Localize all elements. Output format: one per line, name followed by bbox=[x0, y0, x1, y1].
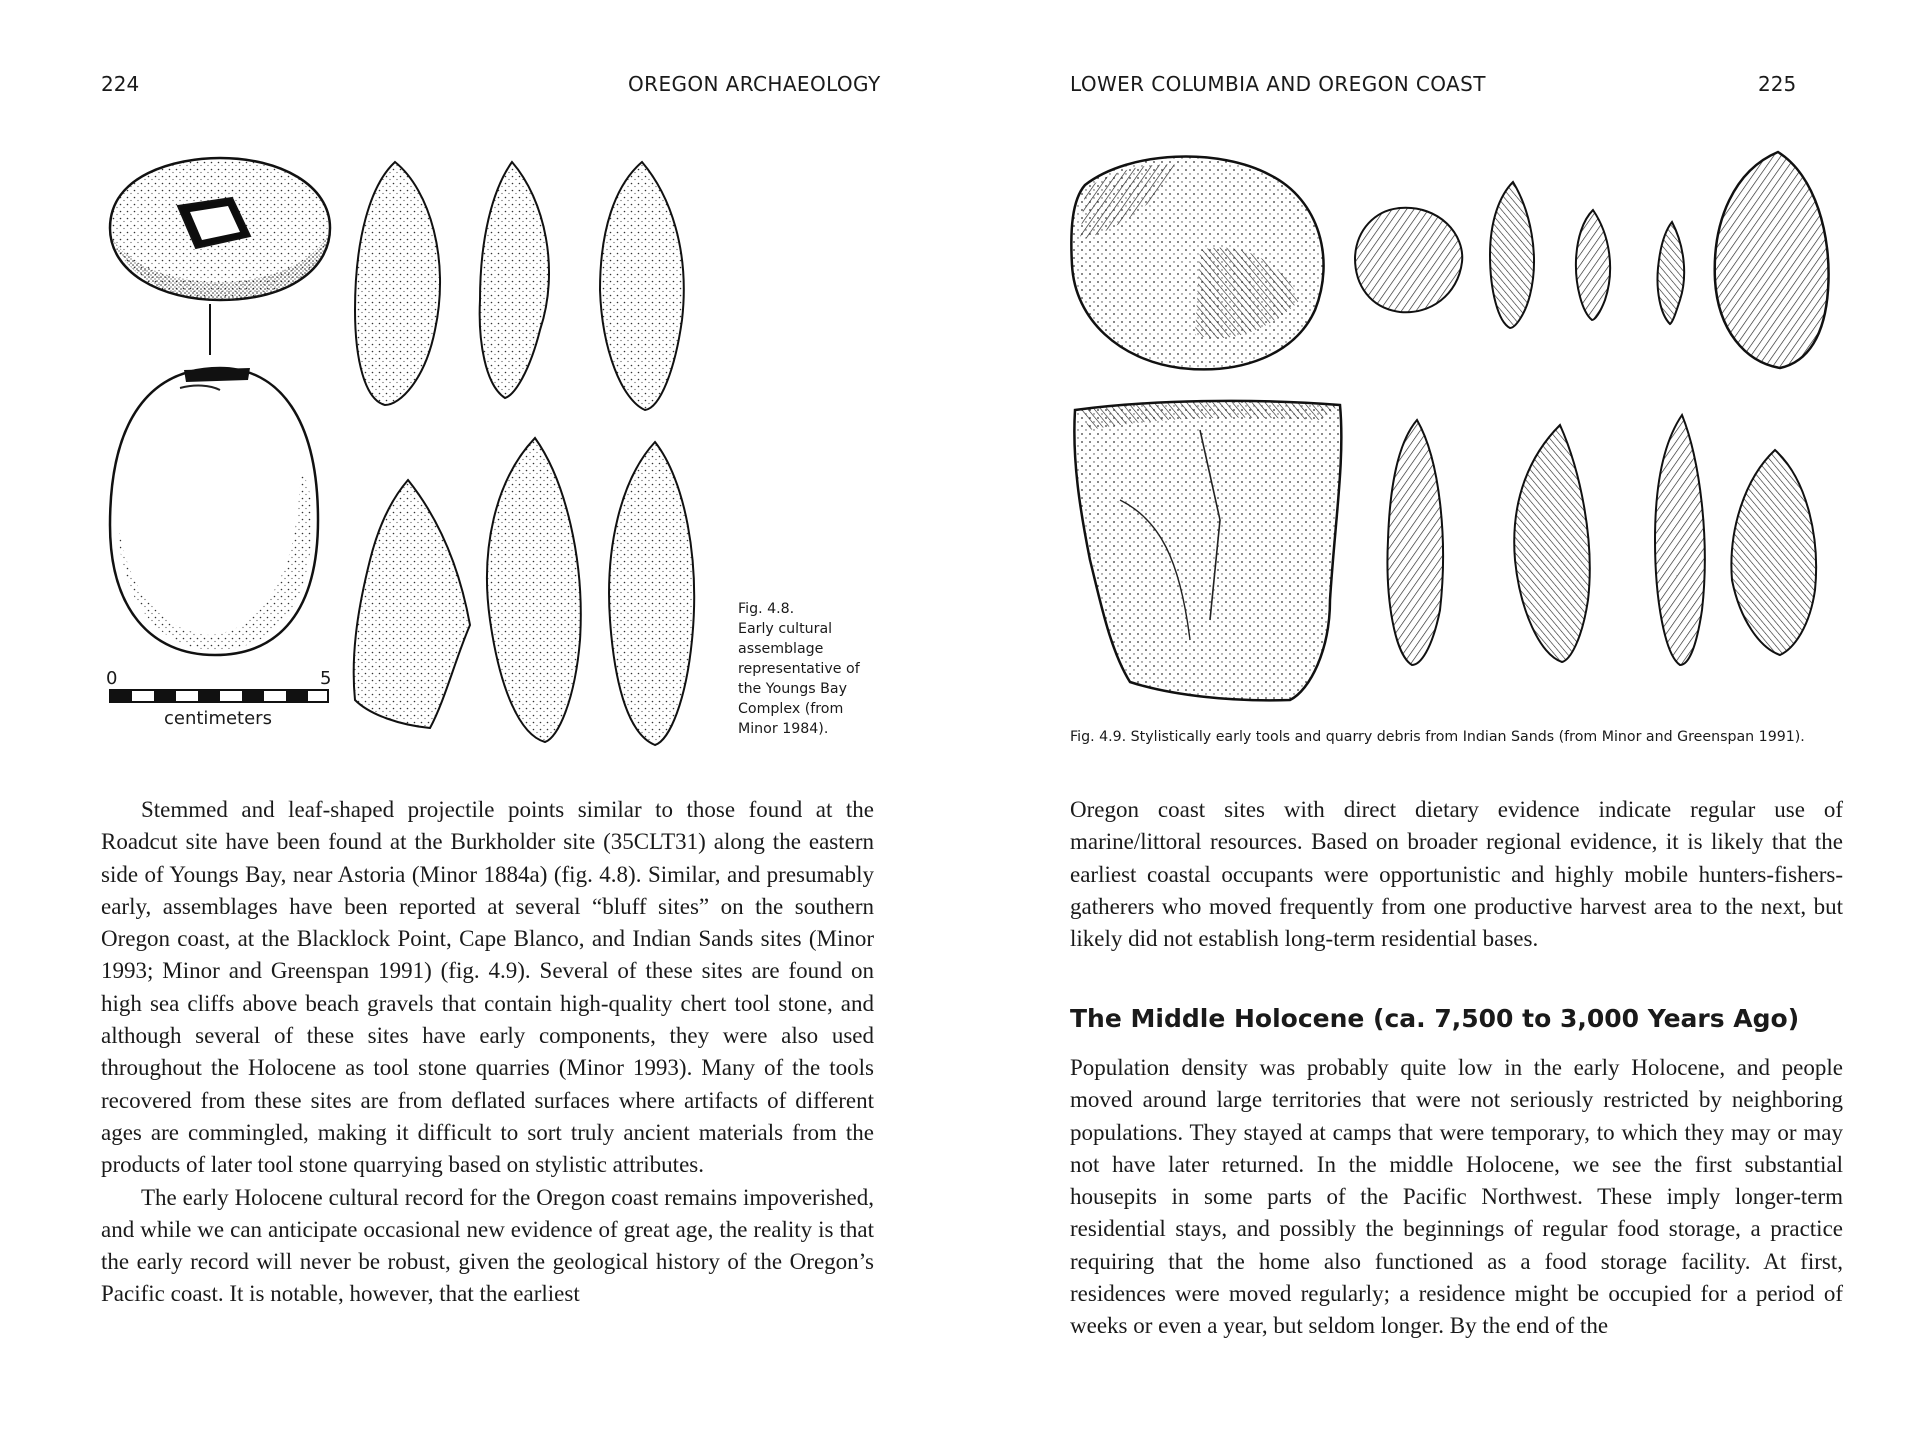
caption-line: assemblage bbox=[738, 641, 824, 657]
caption-line: Complex (from bbox=[738, 701, 844, 717]
paragraph: Stemmed and leaf-shaped projectile points similar to those found at the Roadcut site have been found at the Burkholder site (35CLT31) along the eastern side of Youngs Bay, near Astoria (Minor 1884a) (fig. 4.8). Similar, and presumably early, assemblages have been reported at several “bluff sites” on the southern Oregon coast, at the Blacklock Point, Cape Blanco, and Indian Sands sites (Minor 1993; Minor and Greenspan 1991) (fig. 4.9). Several of these sites are found on high sea cliffs above beach gravels that contain high-quality chert tool stone, and although several of these sites have early components, they were also used throughout the Holocene as tool stone quarries (Minor 1993). Many of the tools recovered from these sites are from deflated surfaces where artifacts of different ages are commingled, making it difficult to sort truly ancient materials from the products of later tool stone quarrying based on stylistic attributes. bbox=[101, 797, 874, 1178]
caption-line: Fig. 4.8. bbox=[738, 601, 795, 617]
scale-end-label: 5 bbox=[320, 668, 332, 689]
caption-line: Early cultural bbox=[738, 621, 833, 637]
right-body-text-1 bbox=[1070, 794, 1843, 955]
caption-line: representative of bbox=[738, 661, 860, 677]
caption-line: the Youngs Bay bbox=[738, 681, 847, 697]
point-small-1 bbox=[1490, 182, 1534, 328]
paragraph: Population density was probably quite low in the early Holocene, and people moved around large territories that were not seriously restricted by neighboring populations. They stayed at camps that were temporary, to which they may or may not have later returned. In the middle Holocene, we see the first substantial housepits in some parts of the Pacific Northwest. These imply longer-term residential stays, and possibly the beginnings of regular food storage, a practice requiring that the home also functioned as a food storage facility. At first, residences were moved regularly; a residence might be occupied for a period of weeks or even a year, but seldom longer. By the end of the bbox=[1070, 1055, 1843, 1339]
page-number-left: 224 bbox=[101, 72, 140, 96]
point-small-2 bbox=[1576, 210, 1610, 320]
biface-round bbox=[1355, 208, 1462, 313]
point-serrated-2 bbox=[1514, 425, 1590, 662]
page-number-right: 225 bbox=[1758, 72, 1797, 96]
point-serrated-1 bbox=[1387, 420, 1443, 665]
biface-large bbox=[1715, 152, 1829, 368]
scale-start-label: 0 bbox=[106, 668, 118, 689]
point-stemmed bbox=[1731, 450, 1816, 655]
core-block bbox=[1074, 401, 1341, 700]
running-head-left: OREGON ARCHAEOLOGY bbox=[628, 72, 881, 96]
core-large bbox=[1071, 157, 1323, 370]
right-body-text-2 bbox=[1070, 1052, 1843, 1343]
scale-unit-label: centimeters bbox=[164, 708, 272, 729]
running-head-right: LOWER COLUMBIA AND OREGON COAST bbox=[1070, 72, 1486, 96]
figure-4-9-caption: Fig. 4.9. Stylistically early tools and quarry debris from Indian Sands (from Minor and Greenspan 1991). bbox=[1070, 729, 1805, 745]
point-small-3 bbox=[1658, 222, 1685, 324]
paragraph: Oregon coast sites with direct dietary evidence indicate regular use of marine/littoral resources. Based on broader regional evidence, it is likely that the earliest coastal occupants were opportunistic and highly mobile hunters-fishers-gatherers who moved frequently from one productive harvest area to the next, but likely did not establish long-term residential bases. bbox=[1070, 797, 1843, 952]
caption-line: Minor 1984). bbox=[738, 721, 829, 737]
paragraph: The early Holocene cultural record for the Oregon coast remains impoverished, and while we can anticipate occasional new evidence of great age, the reality is that the early record will never be robust, given the geological history of the Oregon’s Pacific coast. It is notable, however, that the earliest bbox=[101, 1184, 874, 1307]
point-long bbox=[1655, 415, 1705, 665]
left-body-text bbox=[101, 794, 874, 1311]
section-heading: The Middle Holocene (ca. 7,500 to 3,000 Years Ago) bbox=[1070, 1004, 1800, 1033]
